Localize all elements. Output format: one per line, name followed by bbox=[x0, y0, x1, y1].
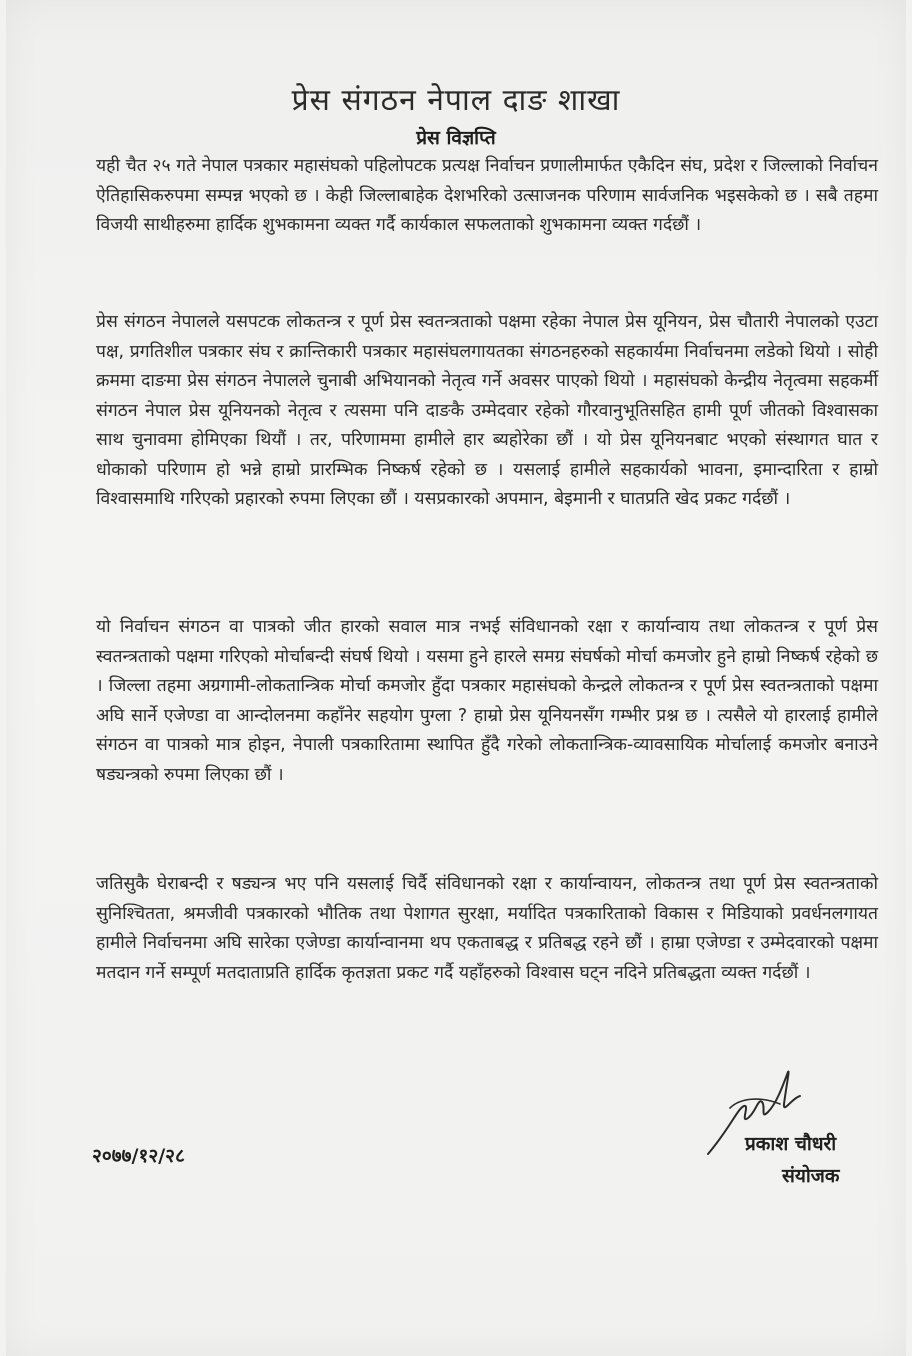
paragraph-3: यो निर्वाचन संगठन वा पात्रको जीत हारको सवाल मात्र नभई संविधानको रक्षा र कार्यान्वाय तथा लोकतन्त्र र पूर्ण प्रेस स्वतन्त्रताको पक्षमा गरिएको मोर्चाबन्दी संघर्ष थियो । यसमा हुने हारले समग्र संघर्षको मोर्चा कमजोर हुने हाम्रो निष्कर्ष रहेको छ । जिल्ला तहमा अग्रगामी-लोकतान्त्रिक मोर्चा कमजोर हुँदा पत्रकार महासंघको केन्द्रले लोकतन्त्र र पूर्ण प्रेस स्वतन्त्रताको पक्षमा अघि सार्ने एजेण्डा वा आन्दोलनमा कहाँनेर सहयोग पुग्ला ? हाम्रो प्रेस यूनियनसँग गम्भीर प्रश्न छ । त्यसैले यो हारलाई हामीले संगठन वा पात्रको मात्र होइन, नेपाली पत्रकारितामा स्थापित हुँदै गरेको लोकतान्त्रिक-व्यावसायिक मोर्चालाई कमजोर बनाउने षड्यन्त्रको रुपमा लिएका छौं । bbox=[96, 617, 878, 785]
paragraph-2: प्रेस संगठन नेपालले यसपटक लोकतन्त्र र पूर्ण प्रेस स्वतन्त्रताको पक्षमा रहेका नेपाल प्रेस यूनियन, प्रेस चौतारी नेपालको एउटा पक्ष, प्रगतिशील पत्रकार संघ र क्रान्तिकारी पत्रकार महासंघलगायतका संगठनहरुको सहकार्यमा निर्वाचनमा लडेको थियो । सोही क्रममा दाङमा प्रेस संगठन नेपालले चुनाबी अभियानको नेतृत्व गर्ने अवसर पाएको थियो । महासंघको केन्द्रीय नेतृत्वमा सहकर्मी संगठन नेपाल प्रेस यूनियनको नेतृत्व र त्यसमा पनि दाङकै उम्मेदवार रहेको गौरवानुभूतिसहित हामी पूर्ण जीतको विश्वासका साथ चुनावमा होमिएका थियौं । तर, परिणाममा हामीले हार ब्यहोरेका छौं । यो प्रेस यूनियनबाट भएको संस्थागत घात र धोकाको परिणाम हो भन्ने हाम्रो प्रारम्भिक निष्कर्ष रहेको छ । यसलाई हामीले सहकार्यको भावना, इमान्दारिता र हाम्रो विश्वासमाथि गरिएको प्रहारको रुपमा लिएका छौं । यसप्रकारको अपमान, बेइमानी र घातप्रति खेद प्रकट गर्दछौं । bbox=[96, 312, 878, 509]
signer-role: संयोजक bbox=[782, 1165, 840, 1187]
document-date: २०७७/१२/२८ bbox=[92, 1145, 185, 1167]
document-subtitle: प्रेस विज्ञप्ति bbox=[416, 127, 496, 149]
paragraph-1: यही चैत २५ गते नेपाल पत्रकार महासंघको पहिलोपटक प्रत्यक्ष निर्वाचन प्रणालीमार्फत एकैदिन संघ, प्रदेश र जिल्लाको निर्वाचन ऐतिहासिकरुपमा सम्पन्न भएको छ । केही जिल्लाबाहेक देशभरिको उत्साजनक परिणाम सार्वजनिक भइसकेको छ । सबै तहमा विजयी साथीहरुमा हार्दिक शुभकामना व्यक्त गर्दै कार्यकाल सफलताको शुभकामना व्यक्त गर्दछौं । bbox=[96, 156, 878, 235]
paragraph-4: जतिसुकै घेराबन्दी र षड्यन्त्र भए पनि यसलाई चिर्दै संविधानको रक्षा र कार्यान्वायन, लोकतन्त्र तथा पूर्ण प्रेस स्वतन्त्रताको सुनिश्चितता, श्रमजीवी पत्रकारको भौतिक तथा पेशागत सुरक्षा, मर्यादित पत्रकारिताको विकास र मिडियाको प्रवर्धनलगायत हामीले निर्वाचनमा अघि सारेका एजेण्डा कार्यान्वानमा थप एकताबद्ध र प्रतिबद्ध रहने छौं । हाम्रा एजेण्डा र उम्मेदवारको पक्षमा मतदान गर्ने सम्पूर्ण मतदाताप्रति हार्दिक कृतज्ञता प्रकट गर्दै यहाँहरुको विश्वास घट्न नदिने प्रतिबद्धता व्यक्त गर्दछौं । bbox=[96, 874, 878, 983]
document-title: प्रेस संगठन नेपाल दाङ शाखा bbox=[291, 83, 621, 118]
signer-name: प्रकाश चौधरी bbox=[745, 1133, 837, 1155]
